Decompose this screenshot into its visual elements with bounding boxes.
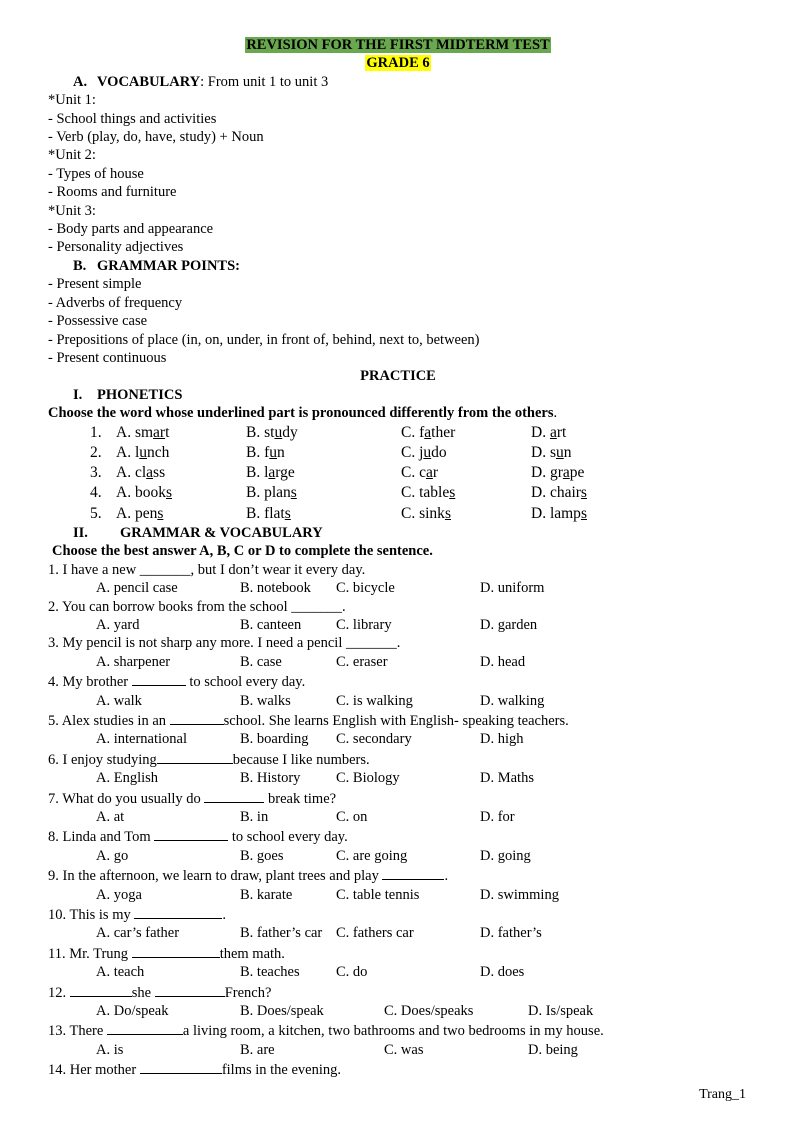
underlined-part: u [423,443,432,461]
vocab-line: *Unit 2: [48,147,96,164]
phonetics-option: D. grape [531,464,585,482]
underlined-part: a [562,464,570,482]
answer-option: B. notebook [240,580,311,597]
answer-option: D. head [480,653,526,670]
answer-blank [157,749,233,764]
underlined-part: u [274,423,283,441]
answer-blank [170,710,224,725]
underlined-part: s [580,504,587,522]
answer-option: D. for [480,809,515,826]
phonetics-option: B. large [246,464,295,482]
answer-options [48,692,748,710]
answer-option: B. father’s car [240,925,323,942]
answer-option: C. fathers car [336,925,414,942]
phonetics-item [48,423,748,443]
grammar-list [48,275,748,367]
answer-option: A. go [96,847,129,864]
answer-blank [154,826,228,841]
phonetics-option: A. smart [116,423,170,441]
phonetics-option: B. plans [246,484,297,502]
grammar-line: - Possessive case [48,313,148,330]
answer-options [48,963,748,981]
grade-label: GRADE 6 [366,55,430,72]
question-stem: 8. Linda and Tom to school every day. [48,826,748,846]
page-number: Trang_1 [699,1087,746,1102]
phonetics-option: C. judo [401,443,447,461]
answer-option: B. in [240,809,269,826]
answer-option: A. sharpener [96,653,171,670]
vocab-line: - Rooms and furniture [48,184,177,201]
answer-option: A. yoga [96,886,142,903]
item-number: 2. [90,443,102,461]
answer-option: A. yard [96,617,140,634]
item-number: 1. [90,423,102,441]
answer-blank [134,904,222,919]
answer-option: C. Does/speaks [384,1003,474,1019]
phonetics-option: C. car [401,464,439,482]
grammar-vocab-heading: II. GRAMMAR & VOCABULARY [73,525,323,542]
underlined-part: s [444,504,451,522]
underlined-part: u [555,443,564,461]
answer-blank [132,671,186,686]
phonetics-option: D. art [531,423,567,441]
vocab-line: - School things and activities [48,110,217,127]
phonetics-option: A. class [116,464,166,482]
answer-option: A. Do/speak [96,1003,169,1019]
answer-option: B. Does/speak [240,1003,324,1019]
question-stem: 7. What do you usually do break time? [48,788,748,808]
answer-options [48,886,748,904]
vocabulary-list [48,91,748,257]
answer-option: B. teaches [240,964,300,981]
question-stem: 9. In the afternoon, we learn to draw, plant trees and play . [48,865,748,885]
underlined-part: a [268,464,276,482]
answer-option: B. canteen [240,617,302,634]
answer-option: C. are going [336,847,408,864]
answer-option: B. case [240,653,282,670]
phonetics-item [48,443,748,463]
underlined-part: a [424,423,432,441]
answer-option: A. walk [96,692,142,709]
answer-option: D. walking [480,692,545,709]
answer-options [48,1002,748,1020]
answer-option: D. does [480,964,525,981]
vocab-line: *Unit 3: [48,202,96,219]
grammar-heading: B. GRAMMAR POINTS: [73,257,240,274]
vocab-line: - Types of house [48,165,144,182]
answer-option: C. do [336,964,368,981]
question-stem: 12. she French? [48,982,748,1002]
answer-option: D. swimming [480,886,559,903]
answer-option: D. garden [480,617,538,634]
answer-option: A. English [96,770,159,787]
underlined-part: u [269,443,277,461]
answer-option: C. is walking [336,692,413,709]
answer-option: D. Maths [480,770,534,787]
answer-option: C. secondary [336,731,412,748]
answer-option: A. is [96,1041,124,1058]
vocabulary-heading: A. VOCABULARY: From unit 1 to unit 3 [73,73,329,90]
answer-option: C. was [384,1041,424,1058]
phonetics-option: A. pens [116,504,164,522]
answer-option: D. father’s [480,925,542,942]
answer-option: C. Biology [336,770,400,787]
answer-option: C. library [336,617,392,634]
answer-option: A. international [96,731,188,748]
phonetics-option: D. lamps [531,504,587,522]
phonetics-option: A. books [116,484,172,502]
underlined-part: s [165,484,172,502]
item-number: 4. [90,484,102,502]
phonetics-option: C. father [401,423,456,441]
answer-option: B. boarding [240,731,309,748]
question-list [48,561,748,1080]
question-stem: 5. Alex studies in an school. She learns English with English- speaking teachers. [48,710,748,730]
answer-option: B. walks [240,692,291,709]
phonetics-option: A. lunch [116,443,170,461]
underlined-part: a [425,464,433,482]
answer-option: B. goes [240,847,284,864]
question-stem: 10. This is my . [48,904,748,924]
answer-blank [140,1059,222,1074]
item-number: 5. [90,504,102,522]
answer-options [48,1041,748,1059]
grammar-line: - Adverbs of frequency [48,294,183,311]
underlined-part: a [146,464,154,482]
answer-option: C. on [336,809,368,826]
question-stem: 13. There a living room, a kitchen, two bathrooms and two bedrooms in my house. [48,1020,748,1040]
question-stem: 1. I have a new _______, but I don’t wear it every day. [48,561,366,578]
answer-option: A. car’s father [96,925,180,942]
question-stem: 6. I enjoy studying because I like numbers. [48,749,748,769]
answer-option: C. eraser [336,653,388,670]
phonetics-option: C. sinks [401,504,451,522]
phonetics-option: B. study [246,423,298,441]
phonetics-heading: I. PHONETICS [73,386,183,403]
question-stem: 3. My pencil is not sharp any more. I need a pencil _______. [48,635,401,652]
phonetics-item [48,463,748,483]
answer-option: A. pencil case [96,580,178,597]
grammar-line: - Present simple [48,276,142,293]
answer-option: D. Is/speak [528,1003,594,1019]
vocab-line: - Verb (play, do, have, study) + Noun [48,129,264,146]
answer-options [48,924,748,942]
underlined-part: ar [153,423,166,441]
item-number: 3. [90,464,102,482]
answer-option: B. are [240,1041,275,1058]
question-stem: 11. Mr. Trung them math. [48,943,748,963]
question-stem: 2. You can borrow books from the school _______. [48,598,346,615]
phonetics-list [48,423,748,524]
answer-options [48,769,748,787]
answer-blank [70,982,132,997]
question-stem: 4. My brother to school every day. [48,671,748,691]
answer-blank [132,943,220,958]
grammar-vocab-instruction: Choose the best answer A, B, C or D to complete the sentence. [52,543,433,560]
answer-option: D. uniform [480,580,545,597]
underlined-part: s [290,484,297,502]
answer-option: D. being [528,1041,578,1058]
answer-option: C. table tennis [336,886,420,903]
phonetics-option: D. chairs [531,484,587,502]
underlined-part: s [157,504,164,522]
vocab-line: *Unit 1: [48,92,96,109]
answer-options [48,730,748,748]
underlined-part: s [449,484,456,502]
answer-options [48,847,748,865]
underlined-part: s [284,504,291,522]
document-page [48,36,748,1080]
answer-option: D. high [480,731,524,748]
answer-options [48,616,748,634]
phonetics-item [48,504,748,524]
answer-option: B. karate [240,886,293,903]
answer-blank [107,1020,183,1035]
practice-heading: PRACTICE [360,368,436,385]
phonetics-option: D. sun [531,443,572,461]
answer-option: C. bicycle [336,580,395,597]
underlined-part: u [139,443,147,461]
phonetics-option: B. fun [246,443,285,461]
answer-option: A. teach [96,964,145,981]
grammar-line: - Present continuous [48,349,167,366]
answer-option: B. History [240,770,301,787]
vocab-line: - Body parts and appearance [48,221,214,238]
answer-blank [204,788,264,803]
answer-option: A. at [96,809,125,826]
answer-options [48,579,748,597]
underlined-part: s [580,484,587,502]
phonetics-instruction: Choose the word whose underlined part is pronounced differently from the others. [48,405,558,422]
answer-blank [155,982,225,997]
vocab-line: - Personality adjectives [48,239,184,256]
underlined-part: a [549,423,557,441]
phonetics-option: C. tables [401,484,456,502]
answer-blank [382,865,444,880]
answer-options [48,653,748,671]
answer-options [48,808,748,826]
answer-option: D. going [480,847,531,864]
phonetics-item [48,483,748,503]
grammar-line: - Prepositions of place (in, on, under, in front of, behind, next to, between) [48,331,480,348]
phonetics-option: B. flats [246,504,291,522]
document-title: REVISION FOR THE FIRST MIDTERM TEST [246,37,550,53]
question-stem: 14. Her mother films in the evening. [48,1059,748,1079]
